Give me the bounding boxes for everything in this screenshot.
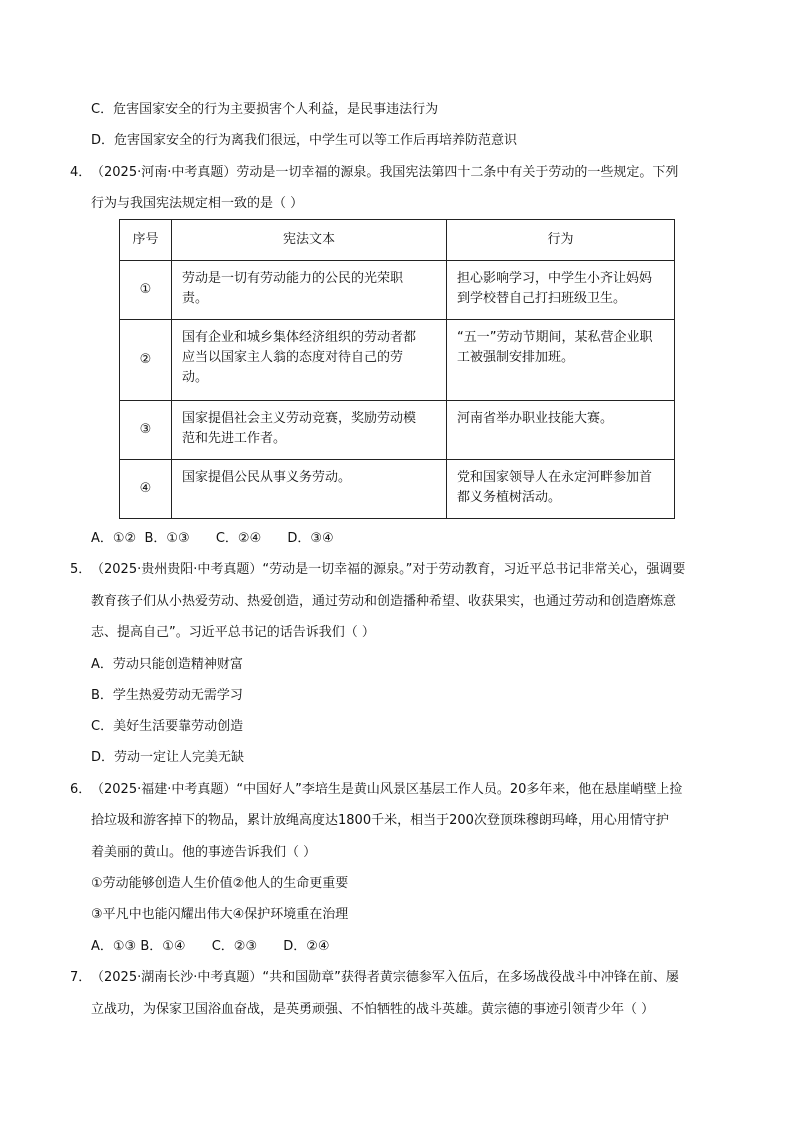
law-text: 国家提倡社会主义劳动竞赛，奖励劳动模 范和先进工作者。: [172, 401, 447, 460]
law-text: 国家提倡公民从事义务劳动。: [172, 460, 447, 519]
question-text: 着美丽的黄山。他的事迹告诉我们（ ）: [91, 845, 317, 860]
option-b[interactable]: B．学生热爱劳动无需学习: [91, 688, 243, 703]
action-text: 担心影响学习，中学生小齐让妈妈 到学校替自己打扫班级卫生。: [447, 261, 675, 320]
table-header: 序号: [120, 220, 172, 261]
question-text: 行为与我国宪法规定相一致的是（ ）: [91, 196, 304, 211]
question-text: （2025·河南·中考真题）劳动是一切幸福的源泉。我国宪法第四十二条中有关于劳动的一些规定。下列: [91, 165, 679, 180]
option-c: C．危害国家安全的行为主要损害个人利益，是民事违法行为: [91, 102, 439, 117]
question-text: 志、提高自己”。习近平总书记的话告诉我们（ ）: [91, 625, 375, 640]
option-d[interactable]: D．②④: [283, 939, 330, 954]
option-b[interactable]: B．①④: [140, 939, 186, 954]
statement-line: ①劳动能够创造人生价值②他人的生命更重要: [91, 876, 349, 891]
answer-options: [91, 937, 330, 957]
statement-line: ③平凡中也能闪耀出伟大④保护环境重在治理: [91, 907, 349, 922]
option-d[interactable]: D．劳动一定让人完美无缺: [91, 750, 245, 765]
law-text: 劳动是一切有劳动能力的公民的光荣职 责。: [172, 261, 447, 320]
row-number: ④: [120, 460, 172, 519]
option-a[interactable]: A．①③: [91, 939, 137, 954]
option-d: D．危害国家安全的行为离我们很远，中学生可以等工作后再培养防范意识: [91, 133, 518, 148]
question-number: 4．: [70, 165, 92, 180]
question-text: （2025·福建·中考真题）“中国好人”李培生是黄山风景区基层工作人员。20多年来，他在悬崖峭壁上捡: [91, 782, 683, 797]
row-number: ③: [120, 401, 172, 460]
action-text: 河南省举办职业技能大赛。: [447, 401, 675, 460]
table-row: [120, 460, 675, 519]
option-c[interactable]: C．②④: [215, 531, 262, 546]
option-d[interactable]: D．③④: [287, 531, 334, 546]
option-c[interactable]: C．美好生活要靠劳动创造: [91, 719, 244, 734]
table-row: [120, 320, 675, 401]
table-header: 行为: [447, 220, 675, 261]
option-c[interactable]: C．②③: [211, 939, 258, 954]
question-number: 6．: [70, 782, 92, 797]
option-b[interactable]: B．①③: [144, 531, 190, 546]
question-number: 5．: [70, 562, 92, 577]
question-text: 拾垃圾和游客掉下的物品，累计放绳高度达1800千米，相当于200次登顶珠穆朗玛峰，用心用情守护: [91, 813, 669, 828]
option-a[interactable]: A．劳动只能创造精神财富: [91, 657, 243, 672]
question-text: （2025·湖南长沙·中考真题）“共和国勋章”获得者黄宗德参军入伍后，在多场战役战斗中冲锋在前、屡: [91, 970, 679, 985]
question-text: 立战功，为保家卫国浴血奋战，是英勇顽强、不怕牺牲的战斗英雄。黄宗德的事迹引领青少年（ ）: [91, 1002, 655, 1017]
law-text: 国有企业和城乡集体经济组织的劳动者都 应当以国家主人翁的态度对待自己的劳 动。: [172, 320, 447, 401]
table-row: [120, 261, 675, 320]
constitution-table: [119, 219, 675, 519]
option-a[interactable]: A．①②: [91, 531, 137, 546]
question-text: 教育孩子们从小热爱劳动、热爱创造，通过劳动和创造播种希望、收获果实，也通过劳动和创造磨炼意: [91, 594, 677, 609]
question-text: （2025·贵州贵阳·中考真题）“劳动是一切幸福的源泉。”对于劳动教育，习近平总书记非常关心，强调要: [91, 562, 686, 577]
action-text: “五一”劳动节期间，某私营企业职 工被强制安排加班。: [447, 320, 675, 401]
question-number: 7．: [70, 970, 92, 985]
answer-options: [91, 529, 334, 549]
row-number: ①: [120, 261, 172, 320]
table-header: 宪法文本: [172, 220, 447, 261]
row-number: ②: [120, 320, 172, 401]
table-row: [120, 401, 675, 460]
action-text: 党和国家领导人在永定河畔参加首 都义务植树活动。: [447, 460, 675, 519]
